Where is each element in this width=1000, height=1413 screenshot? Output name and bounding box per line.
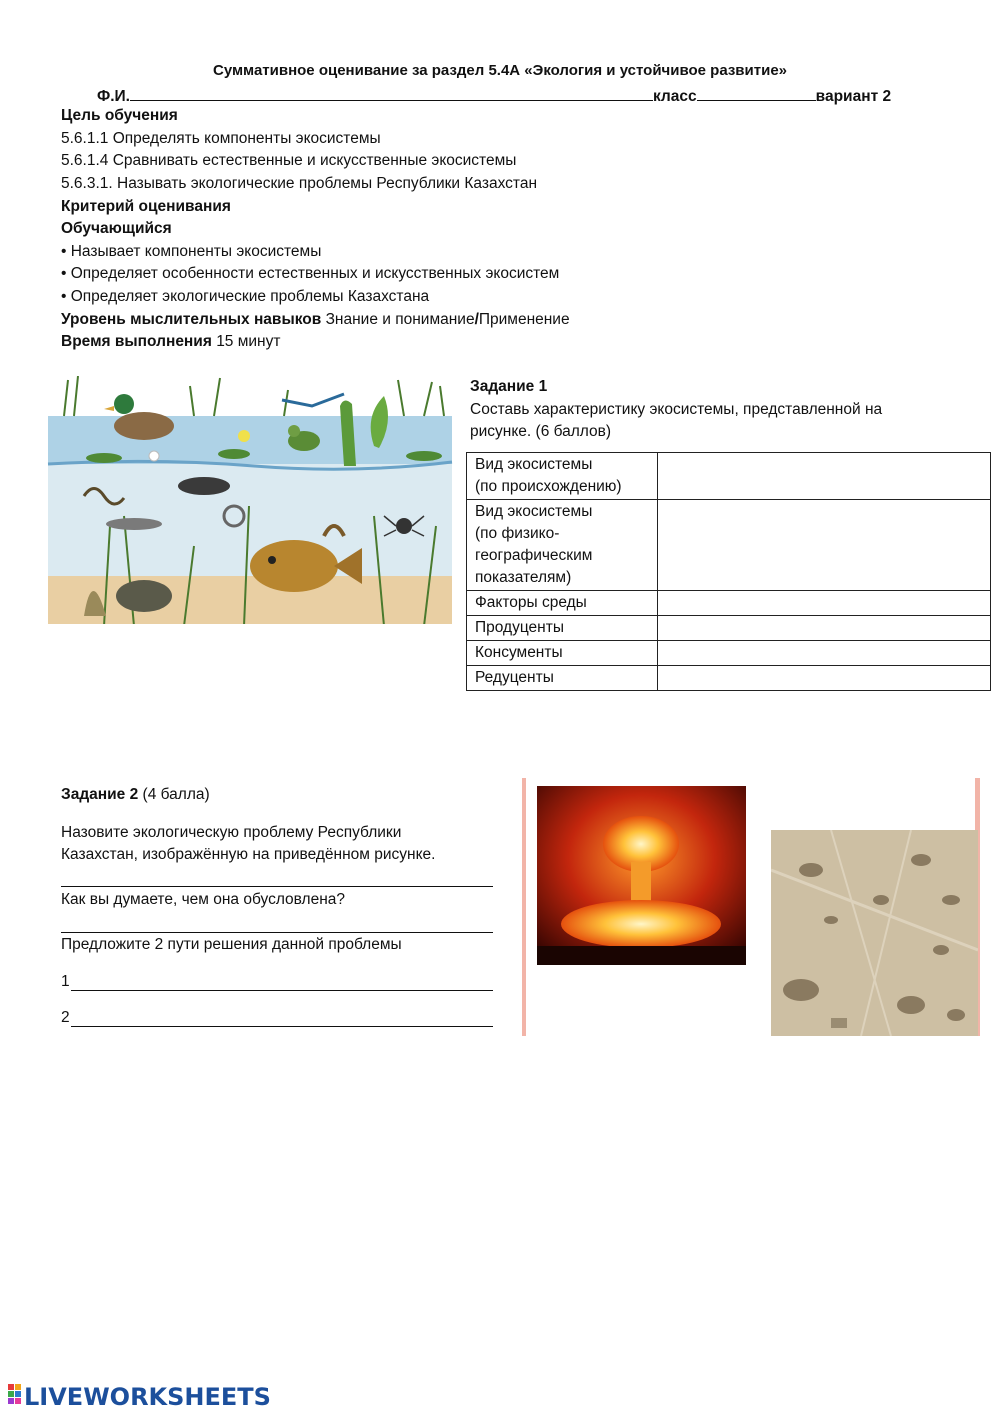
row-label: Продуценты [467, 616, 658, 641]
variant-label: вариант 2 [815, 88, 892, 105]
class-field[interactable] [697, 86, 816, 101]
solution-2-label: 2 [61, 1009, 70, 1026]
task1-instruction-line: Составь характеристику экосистемы, представленной на [470, 401, 883, 418]
criteria-item: • Определяет экологические проблемы Казахстана [61, 288, 430, 305]
table-row [467, 641, 991, 666]
criteria-subheading: Обучающийся [61, 220, 172, 237]
task2-title-line [61, 785, 210, 805]
row-label-line: показателям) [475, 569, 572, 586]
fio-label: Ф.И. [97, 88, 130, 105]
table-row [467, 500, 991, 591]
class-label: класс [652, 88, 697, 105]
goal-item: 5.6.1.4 Сравнивать естественные и искусственные экосистемы [61, 152, 517, 169]
answer-cell[interactable] [658, 453, 991, 500]
goals-heading: Цель обучения [61, 107, 178, 124]
answer-cell[interactable] [658, 591, 991, 616]
task2-question1-line: Назовите экологическую проблему Республики [61, 824, 402, 841]
task1-title: Задание 1 [470, 378, 548, 395]
answer-line-cause[interactable] [61, 912, 493, 933]
row-label: Консументы [467, 641, 658, 666]
brand-name: LIVEWORKSHEETS [24, 1383, 271, 1411]
image-frame-left-bar [522, 778, 526, 1036]
task2-points: (4 балла) [142, 786, 210, 803]
row-label-line: (по физико- [475, 525, 560, 542]
table-row [467, 666, 991, 691]
task2-question2: Как вы думаете, чем она обусловлена? [61, 891, 346, 908]
student-info-line [97, 86, 891, 106]
task1-instruction-line: рисунке. (6 баллов) [470, 423, 612, 440]
test-site-craters-image [771, 830, 978, 1036]
goal-item: 5.6.1.1 Определять компоненты экосистемы [61, 130, 381, 147]
thinking-level-sep: / [474, 311, 479, 328]
task2-question3: Предложите 2 пути решения данной проблемы [61, 936, 402, 953]
solution-1-label: 1 [61, 973, 70, 990]
duration-value: 15 минут [216, 333, 281, 350]
criteria-heading: Критерий оценивания [61, 198, 231, 215]
answer-line-solution-1[interactable] [71, 970, 493, 991]
nuclear-explosion-image [537, 786, 746, 965]
thinking-level [61, 310, 570, 330]
table-row [467, 453, 991, 500]
task2-question1-line: Казахстан, изображённую на приведённом рисунке. [61, 846, 436, 863]
answer-cell[interactable] [658, 616, 991, 641]
answer-cell[interactable] [658, 500, 991, 591]
criteria-item: • Определяет особенности естественных и искусственных экосистем [61, 265, 560, 282]
answer-cell[interactable] [658, 666, 991, 691]
row-label [467, 453, 658, 500]
answer-cell[interactable] [658, 641, 991, 666]
pond-ecosystem-image [44, 376, 456, 624]
goal-item: 5.6.3.1. Называть экологические проблемы Республики Казахстан [61, 175, 538, 192]
row-label-line: Вид экосистемы [475, 503, 593, 520]
row-label-line: географическим [475, 547, 593, 564]
thinking-level-label: Уровень мыслительных навыков [61, 311, 322, 328]
table-row [467, 616, 991, 641]
criteria-item: • Называет компоненты экосистемы [61, 243, 322, 260]
row-label-line: Вид экосистемы [475, 456, 593, 473]
thinking-level-value-b: Применение [478, 311, 570, 328]
answer-line-problem[interactable] [61, 866, 493, 887]
table-row [467, 591, 991, 616]
page-title: Суммативное оценивание за раздел 5.4А «Экология и устойчивое развитие» [212, 62, 787, 79]
row-label: Редуценты [467, 666, 658, 691]
thinking-level-value-a: Знание и понимание [325, 311, 475, 328]
task1-instruction [470, 399, 882, 443]
liveworksheets-logo [8, 1381, 298, 1411]
row-label [467, 500, 658, 591]
answer-line-solution-2[interactable] [71, 1006, 493, 1027]
duration-label: Время выполнения [61, 333, 212, 350]
task2-title: Задание 2 [61, 786, 139, 803]
duration [61, 332, 280, 352]
row-label: Факторы среды [467, 591, 658, 616]
row-label-line: (по происхождению) [475, 478, 622, 495]
ecosystem-table [466, 452, 991, 691]
fio-field[interactable] [130, 86, 653, 101]
